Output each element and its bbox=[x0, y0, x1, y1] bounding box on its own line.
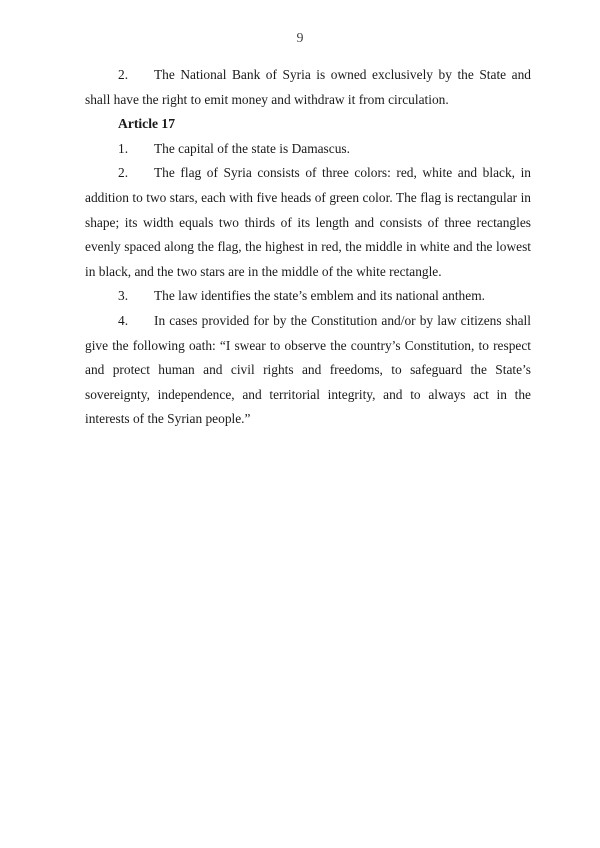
item-number: 4. bbox=[118, 312, 129, 328]
clause-number: 2. bbox=[118, 67, 129, 82]
item-number: 2. bbox=[118, 165, 129, 181]
article-item-3 bbox=[85, 284, 531, 309]
page-number: 9 bbox=[296, 31, 304, 46]
item-number: 1. bbox=[118, 140, 129, 156]
item-text: In cases provided for by the Constitution and/or by law citizens shall give the following oath: “I swear to observe the country’s Constitution, to respect and protect human and civil rights and freedoms, to safeguard the State’s sovereignty, independence, and territorial integrity, and to always act in the interests of the Syrian people.” bbox=[85, 312, 531, 427]
clause-text: The National Bank of Syria is owned exclusively by the State and shall have the right to emit money and withdraw it from circulation. bbox=[85, 67, 531, 107]
article-heading: Article 17 bbox=[118, 116, 175, 132]
article-item-2 bbox=[85, 161, 531, 284]
article-item-1 bbox=[85, 137, 531, 162]
article-item-4 bbox=[85, 309, 531, 432]
paragraph-bank-clause bbox=[85, 63, 531, 112]
page-content bbox=[85, 63, 531, 432]
item-text: The flag of Syria consists of three colors: red, white and black, in addition to two stars, each with five heads of green color. The flag is rectangular in shape; its width equals two thirds of its length and consists of three rectangles evenly spaced along the flag, the highest in red, the middle in white and the lowest in black, and the two stars are in the middle of the white rectangle. bbox=[85, 165, 531, 279]
item-number: 3. bbox=[118, 288, 129, 304]
item-text: The capital of the state is Damascus. bbox=[154, 140, 350, 156]
item-text: The law identifies the state’s emblem and its national anthem. bbox=[154, 288, 485, 304]
